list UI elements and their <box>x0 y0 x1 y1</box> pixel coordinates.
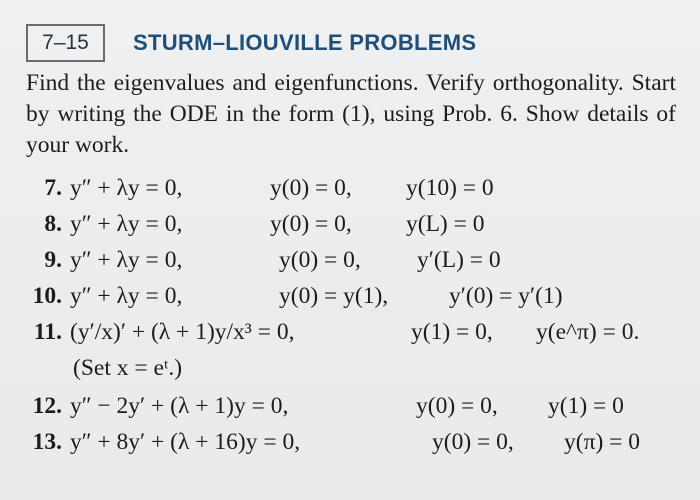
boundary-condition-1: y(0) = 0, <box>270 175 352 201</box>
problem-number: 7. <box>44 175 62 201</box>
boundary-condition-2: y(10) = 0 <box>406 175 494 201</box>
problem-number: 9. <box>44 247 62 273</box>
boundary-condition-1: y(0) = 0, <box>279 247 361 273</box>
problem-list <box>26 170 686 460</box>
problem-equation: y″ + λy = 0, <box>70 211 183 237</box>
problem-13 <box>26 424 686 460</box>
problem-9 <box>26 242 686 278</box>
problem-7 <box>26 170 686 206</box>
boundary-condition-1: y(0) = 0, <box>416 393 498 419</box>
problem-12 <box>26 388 686 424</box>
problem-11 <box>26 314 686 388</box>
boundary-condition-2: y(1) = 0 <box>548 393 624 419</box>
problem-equation: y″ + λy = 0, <box>70 175 183 201</box>
problem-8 <box>26 206 686 242</box>
problem-equation: y″ − 2y′ + (λ + 1)y = 0, <box>70 393 289 419</box>
boundary-condition-2: y(L) = 0 <box>406 211 485 237</box>
problem-number: 11. <box>33 319 62 345</box>
problem-10 <box>26 278 686 314</box>
problem-equation: y″ + λy = 0, <box>70 283 183 309</box>
instructions-paragraph: Find the eigenvalues and eigenfunctions. Verify orthogonality. Start by writing the ODE in the form (1), using Prob. 6. Show details of your work. <box>26 70 676 158</box>
boundary-condition-1: y(0) = 0, <box>270 211 352 237</box>
substitution-hint: (Set x = eᵗ.) <box>73 355 183 381</box>
problem-number: 12. <box>32 393 62 419</box>
section-header <box>26 21 476 65</box>
section-number-box: 7–15 <box>26 24 105 62</box>
boundary-condition-2: y(π) = 0 <box>564 429 641 455</box>
problem-equation: y″ + λy = 0, <box>70 247 183 273</box>
boundary-condition-2: y′(0) = y′(1) <box>449 283 563 309</box>
boundary-condition-1: y(0) = 0, <box>432 429 514 455</box>
problem-equation: (y′/x)′ + (λ + 1)y/x³ = 0, <box>70 319 295 345</box>
boundary-condition-1: y(1) = 0, <box>411 319 493 345</box>
problem-number: 13. <box>32 429 62 455</box>
boundary-condition-1: y(0) = y(1), <box>279 283 389 309</box>
section-title: STURM–LIOUVILLE PROBLEMS <box>133 30 477 55</box>
problem-number: 8. <box>44 211 62 237</box>
problem-equation: y″ + 8y′ + (λ + 16)y = 0, <box>70 429 301 455</box>
boundary-condition-2: y(e^π) = 0. <box>536 319 640 345</box>
problem-number: 10. <box>32 283 62 309</box>
boundary-condition-2: y′(L) = 0 <box>417 247 501 273</box>
